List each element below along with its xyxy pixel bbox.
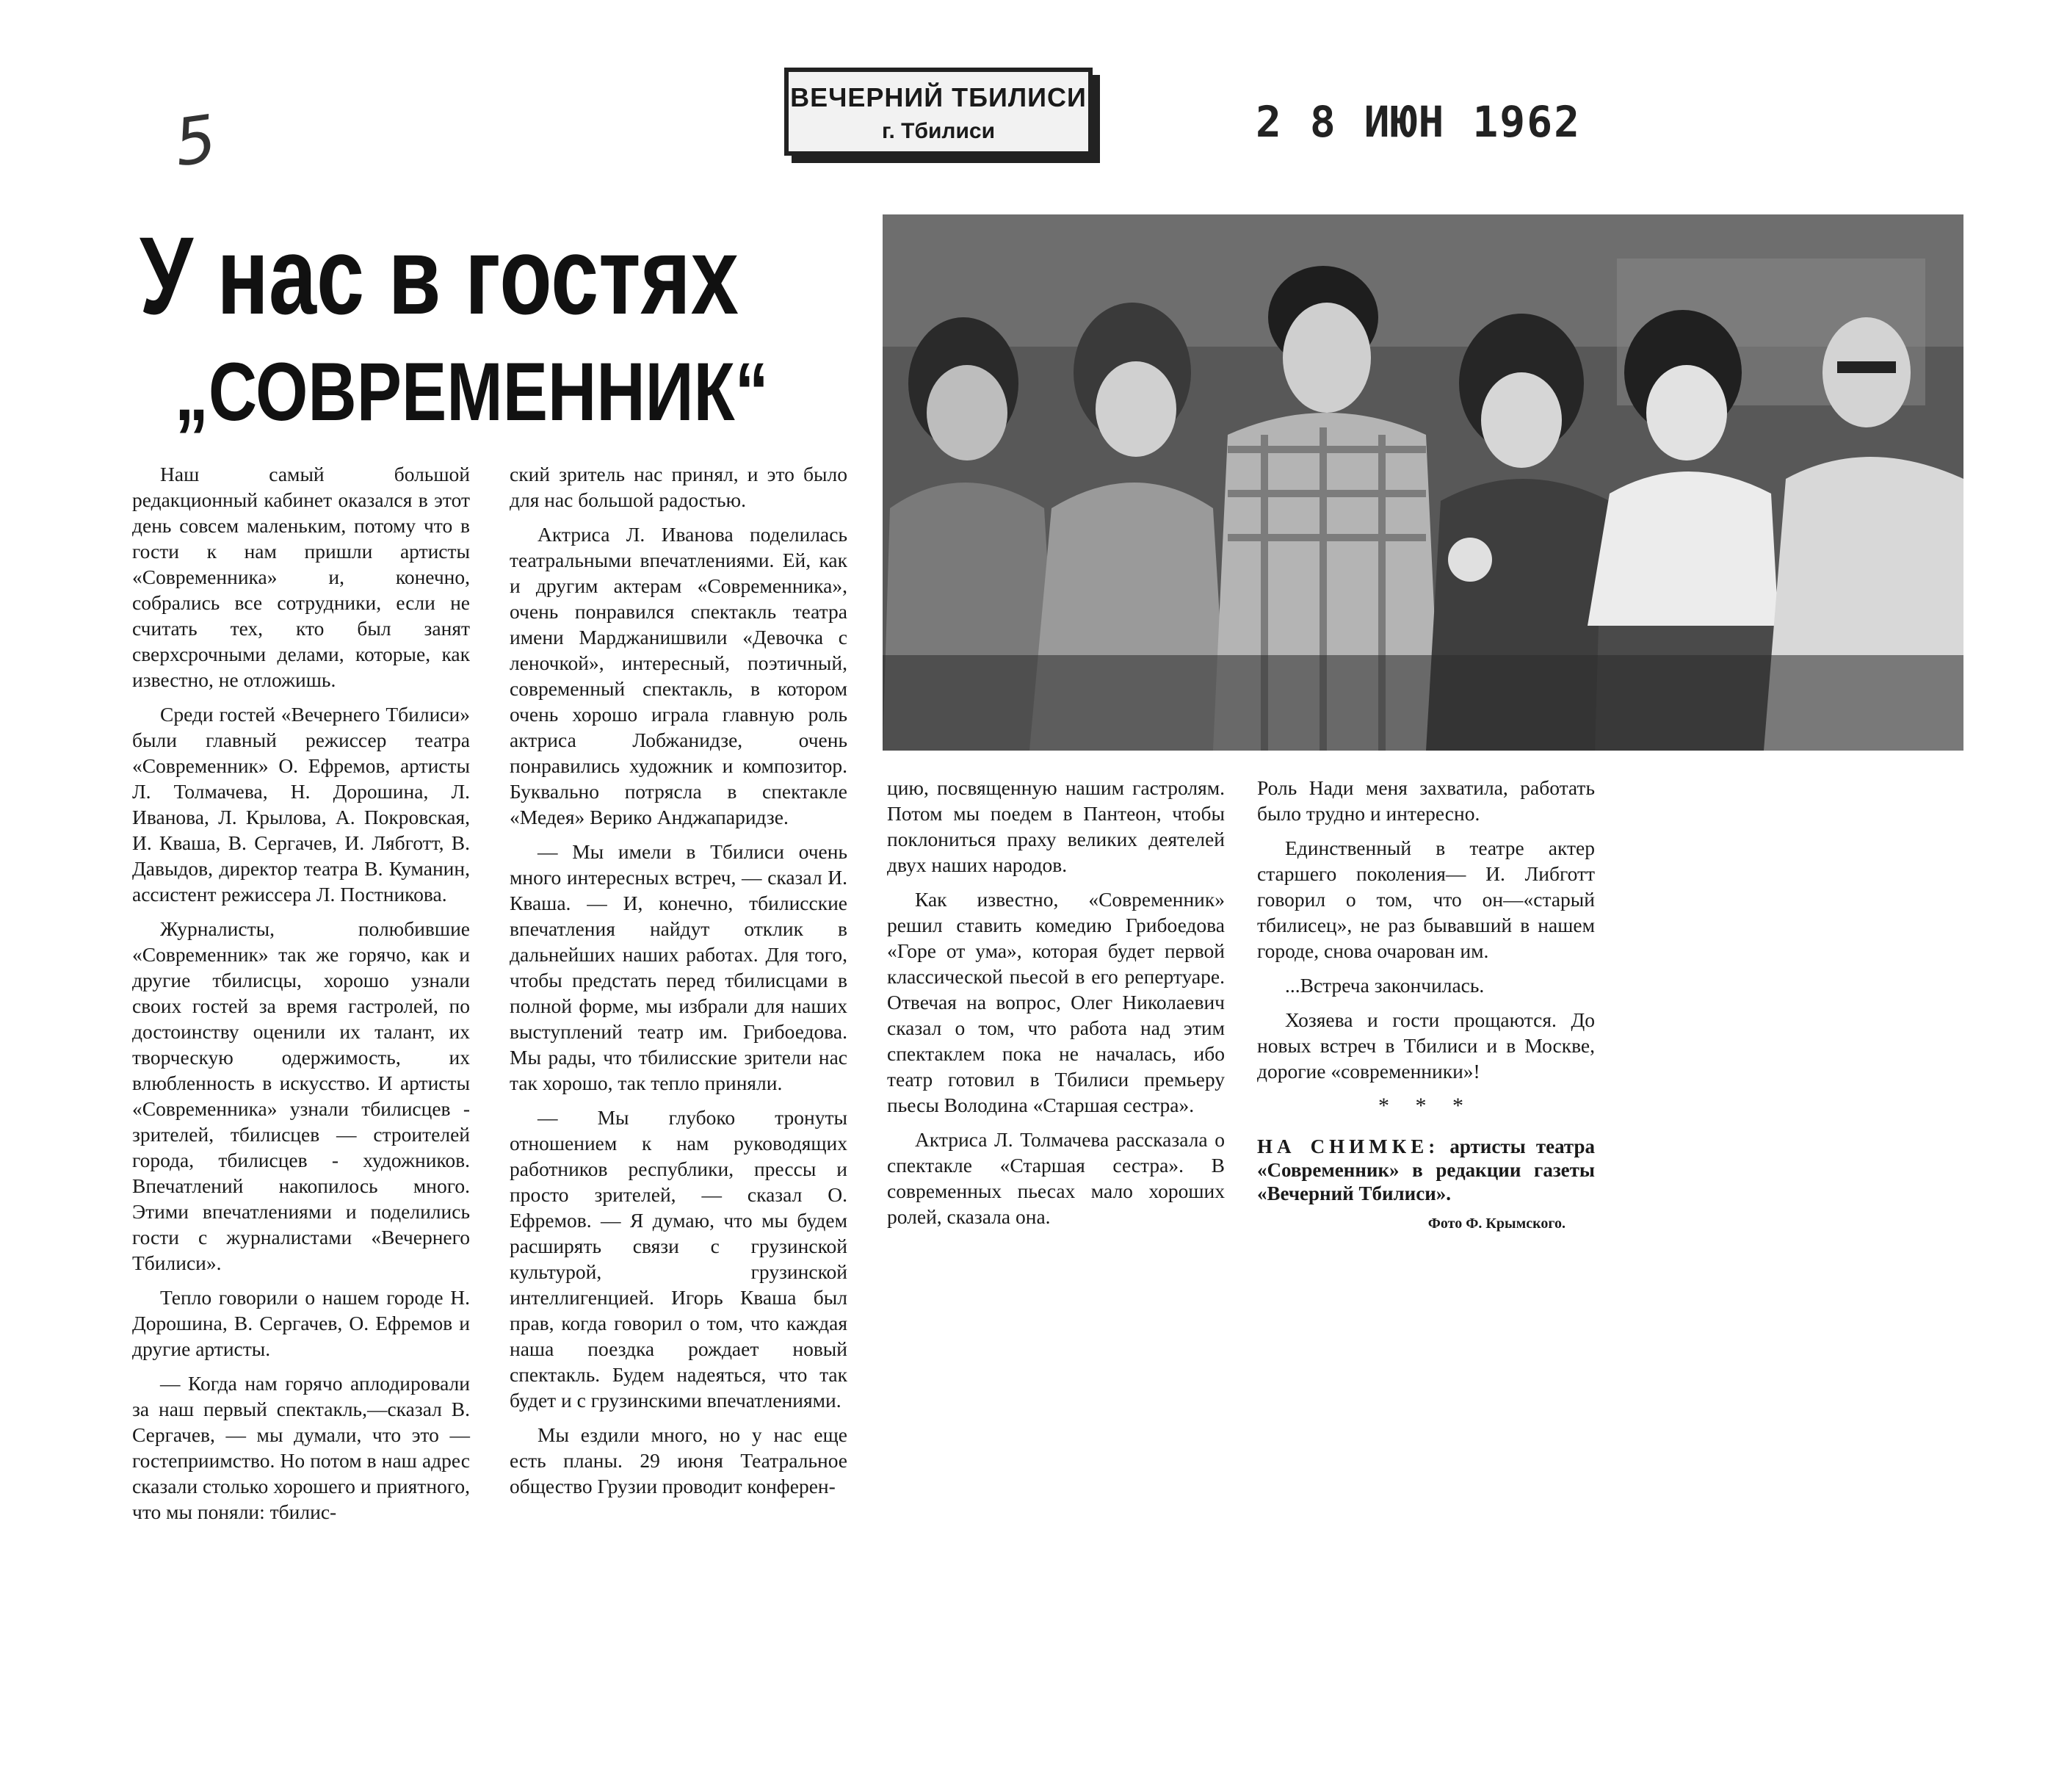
article-paragraph: Единственный в театре актер старшего поколения— И. Либготт говорил о том, что он—«старый тбилисец», не раз бывавший в нашем городе, снова очарован им. [1257,837,1595,962]
article-paragraph: Хозяева и гости прощаются. До новых встреч в Тбилиси и в Москве, дорогие «современники»! [1257,1008,1595,1083]
article-column-2 [510,461,847,1508]
stamp-title: ВЕЧЕРНИЙ ТБИЛИСИ [790,82,1087,112]
article-paragraph: Тепло говорили о нашем городе Н. Дорошина, В. Сергачев, О. Ефремов и другие артисты. [132,1286,470,1360]
newspaper-stamp [784,68,1093,156]
date-stamp: 2 8 ИЮН 1962 [1256,97,1582,147]
article-paragraph: — Когда нам горячо аплодировали за наш первый спектакль,—сказал В. Сергачев, — мы думали, что это — гостеприимство. Но потом в наш адрес сказали столько хорошего и приятного, что мы поняли: тбилис- [132,1372,470,1523]
article-paragraph: Актриса Л. Иванова поделилась театральными впечатлениями. Ей, как и другим актерам «Современника», очень понравился спектакль театра имени Марджанишвили «Девочка с леночкой», интересный, поэтичный, современный спектакль, в котором очень хорошо играла главную роль актриса Лобжанидзе, очень понравились художник и композитор. Буквально потрясла в спектакле «Медея» Верико Анджапаридзе. [510,523,847,828]
article-paragraph: Роль Нади меня захватила, работать было трудно и интересно. [1257,776,1595,825]
article-paragraph: ...Встреча закончилась. [1285,974,1485,997]
caption-label: НА СНИМКЕ: [1257,1135,1440,1157]
section-divider: * * * [1378,1094,1474,1118]
article-paragraph: Среди гостей «Вечернего Тбилиси» были главный режиссер театра «Современник» О. Ефремов, артисты Л. Толмачева, Н. Дорошина, Л. Иванова, Л. Крылова, А. Покровская, И. Кваша, В. Сергачев, И. Лябготт, В. Давыдов, директор театра В. Куманин, ассистент режиссера Л. Постникова. [132,703,470,906]
group-photo [883,214,1963,751]
article-paragraph: — Мы глубоко тронуты отношением к нам руководящих работников республики, прессы и просто зрителей, — сказал О. Ефремов. — Я думаю, что мы будем расширять связи с грузинской культурой, грузинской интеллигенцией. Игорь Кваша был прав, когда говорил о том, что каждая наша поездка рождает новый спектакль. Будем надеяться, что так будет и с грузинскими впечатлениями. [510,1106,847,1412]
article-paragraph: Актриса Л. Толмачева рассказала о спектакле «Старшая сестра». В современных пьесах мало хороших ролей, сказала она. [887,1128,1225,1228]
article-paragraph: Как известно, «Современник» решил ставить комедию Грибоедова «Горе от ума», которая будет первой классической пьесой в его репертуаре. Отвечая на вопрос, Олег Николаевич сказал о том, что работа над этим спектаклем пока не началась, ибо театр готовил в Тбилиси премьеру пьесы Володина «Старшая сестра». [887,888,1225,1116]
article-paragraph: — Мы имели в Тбилиси очень много интересных встреч, — сказал И. Кваша. — И, конечно, тбилисские впечатления найдут отклик в дальнейших наших работах. Для того, чтобы предстать перед тбилисцами в полной форме, мы избрали для наших выступлений театр им. Грибоедова. Мы рады, что тбилисские зрители нас так хорошо, так тепло приняли. [510,840,847,1094]
article-paragraph: Журналисты, полюбившие «Современник» так же горячо, как и другие тбилисцы, хорошо узнали своих гостей за время гастролей, по достоинству оценили их талант, их творческую одержимость, их влюбленность в искусство. И артисты «Современника» узнали тбилисцев - зрителей, тбилисцев — строителей города, тбилисцев - художников. Впечатлений накопилось много. Этими впечатлениями и поделились гости с журналистами «Вечернего Тбилиси». [132,917,470,1274]
group-photo-icon [883,214,1963,751]
photo-credit: Фото Ф. Крымского. [1427,1215,1565,1232]
photo-caption [1257,1135,1595,1205]
headline-line-2: „СОВРЕМЕННИК“ [175,346,769,438]
article-paragraph: Мы ездили много, но у нас еще есть планы. 29 июня Театральное общество Грузии проводит конферен- [510,1423,847,1497]
article-column-1 [132,461,470,1533]
stamp-city: г. Тбилиси [881,119,996,143]
article-column-3 [887,775,1225,1238]
article-column-4 [1257,775,1595,1237]
article-paragraph: ский зритель нас принял, и это было для нас большой радостью. [510,463,847,511]
article-paragraph: Наш самый большой редакционный кабинет оказался в этот день совсем маленьким, потому что в гости к нам пришли артисты «Современника» и, конечно, собрались все сотрудники, если не считать тех, кто был занят сверхсрочными делами, которые, как известно, не отложишь. [132,463,470,691]
page-number: 5 [170,100,221,181]
caption-text: артисты театра «Современник» в редакции газеты «Вечерний Тбилиси». [1257,1135,1595,1204]
article-paragraph: цию, посвященную нашим гастролям. Потом мы поедем в Пантеон, чтобы поклониться праху великих деятелей двух наших народов. [887,776,1225,876]
headline-line-1: У нас в гостях [140,214,739,337]
